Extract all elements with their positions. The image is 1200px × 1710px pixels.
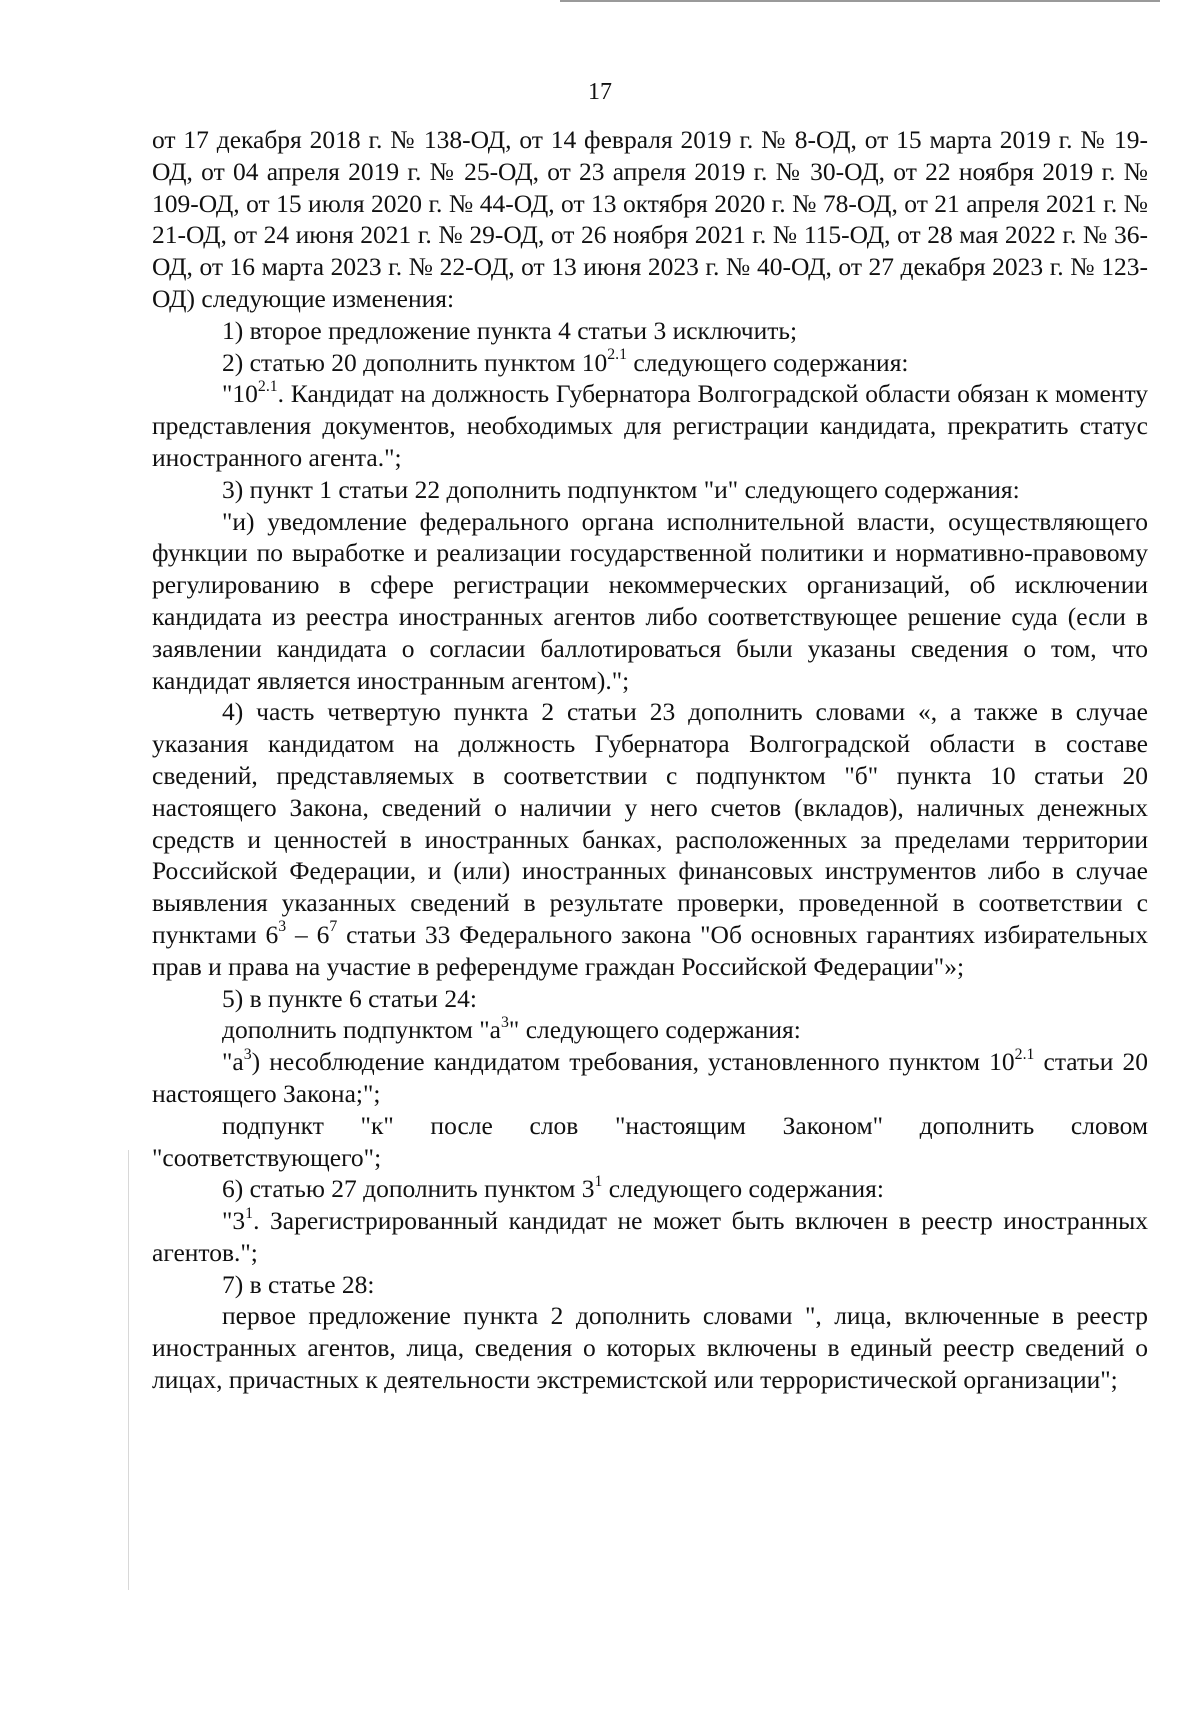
text-run: "и) уведомление федерального органа исполнительной власти, осуществляющего функции по выработке и реализации государственной политики и нормативно-правовому регулированию в сфере регистрации некоммерческих организаций, об исключении кандидата из реестра иностранных агентов либо соответствующее решение суда (если в заявлении кандидата о согласии баллотироваться были указаны сведения о том, что кандидат является иностранным агентом)."; — [152, 506, 1148, 695]
text-run: подпункт "к" после слов "настоящим Законом" дополнить словом "соответствующего"; — [152, 1110, 1148, 1172]
paragraph-9 — [152, 1014, 1148, 1046]
scan-top-edge-line — [560, 0, 1160, 2]
text-run: "10 — [222, 379, 258, 409]
paragraph-4 — [152, 378, 1148, 473]
paragraph-2 — [152, 315, 1148, 347]
superscript: 1 — [245, 1204, 254, 1222]
paragraph-15 — [152, 1300, 1148, 1395]
text-run: 4) часть четвертую пункта 2 статьи 23 дополнить словами «, а также в случае указания кандидатом на должность Губернатора Волгоградской области в составе сведений, представляемых в соответствии с подпунктом "б" пункта 10 статьи 20 настоящего Закона, сведений о наличии у него счетов (вкладов), наличных денежных средств и ценностей в иностранных банках, расположенных за пределами территории Российской Федерации, и (или) иностранных финансовых инструментов либо в случае выявления указанных сведений в результате проверки, проведенной в соответствии с пунктами 6 — [152, 697, 1148, 949]
text-run: " следующего содержания: — [508, 1015, 801, 1045]
superscript: 2.1 — [1014, 1045, 1035, 1063]
paragraph-13 — [152, 1205, 1148, 1269]
document-body — [152, 124, 1148, 1396]
text-run: первое предложение пункта 2 дополнить словами ", лица, включенные в реестр иностранных агентов, лица, сведения о которых включены в единый реестр сведений о лицах, причастных к деятельности экстремистской или террористической организации"; — [152, 1301, 1148, 1395]
text-run: . Зарегистрированный кандидат не может быть включен в реестр иностранных агентов."; — [152, 1206, 1148, 1267]
text-run: 6) статью 27 дополнить пунктом 3 — [222, 1174, 595, 1204]
text-run: "а — [222, 1047, 244, 1077]
paragraph-1 — [152, 124, 1148, 315]
superscript: 2.1 — [607, 346, 628, 364]
text-run: 1) второе предложение пункта 4 статьи 3 исключить; — [222, 315, 798, 345]
page-number: 17 — [588, 79, 612, 105]
text-run: статьи 33 Федерального закона "Об основных гарантиях избирательных прав и права на участие в референдуме граждан Российской Федерации"»; — [152, 919, 1148, 981]
text-run: ) несоблюдение кандидатом требования, установленного пунктом 10 — [251, 1047, 1015, 1077]
text-run: 3) пункт 1 статьи 22 дополнить подпунктом "и" следующего содержания: — [222, 474, 1020, 504]
superscript: 7 — [329, 918, 338, 936]
paragraph-11 — [152, 1110, 1148, 1174]
paragraph-6 — [152, 506, 1148, 697]
text-run: 5) в пункте 6 статьи 24: — [222, 983, 477, 1013]
paragraph-14 — [152, 1269, 1148, 1301]
text-run: от 17 декабря 2018 г. № 138-ОД, от 14 февраля 2019 г. № 8-ОД, от 15 марта 2019 г. № 19-ОД, от 04 апреля 2019 г. № 25-ОД, от 23 апреля 2019 г. № 30-ОД, от 22 ноября 2019 г. № 109-ОД, от 15 июля 2020 г. № 44-ОД, от 13 октября 2020 г. № 78-ОД, от 21 апреля 2021 г. № 21-ОД, от 24 июня 2021 г. № 29-ОД, от 26 ноября 2021 г. № 115-ОД, от 28 мая 2022 г. № 36-ОД, от 16 марта 2023 г. № 22-ОД, от 13 июня 2023 г. № 40-ОД, от 27 декабря 2023 г. № 123-ОД) следующие изменения: — [152, 125, 1148, 313]
text-run: – 6 — [286, 919, 330, 949]
paragraph-7 — [152, 696, 1148, 982]
superscript: 3 — [243, 1045, 252, 1063]
text-run: 2) статью 20 дополнить пунктом 10 — [222, 347, 608, 377]
paragraph-3 — [152, 347, 1148, 379]
superscript: 2.1 — [257, 377, 278, 395]
paragraph-5 — [152, 474, 1148, 506]
text-run: статьи 20 настоящего Закона;"; — [152, 1047, 1148, 1108]
superscript: 1 — [594, 1172, 603, 1190]
paragraph-8 — [152, 983, 1148, 1015]
superscript: 3 — [501, 1013, 509, 1031]
text-run: "3 — [222, 1206, 246, 1236]
text-run: следующего содержания: — [627, 347, 909, 377]
text-run: следующего содержания: — [602, 1174, 884, 1204]
scan-left-edge-shadow — [128, 1150, 129, 1590]
paragraph-12 — [152, 1173, 1148, 1205]
text-run: 7) в статье 28: — [222, 1269, 375, 1299]
text-run: . Кандидат на должность Губернатора Волгоградской области обязан к моменту представления документов, необходимых для регистрации кандидата, прекратить статус иностранного агента."; — [152, 379, 1148, 472]
paragraph-10 — [152, 1046, 1148, 1110]
superscript: 3 — [278, 918, 287, 936]
text-run: дополнить подпунктом "а — [222, 1015, 501, 1045]
